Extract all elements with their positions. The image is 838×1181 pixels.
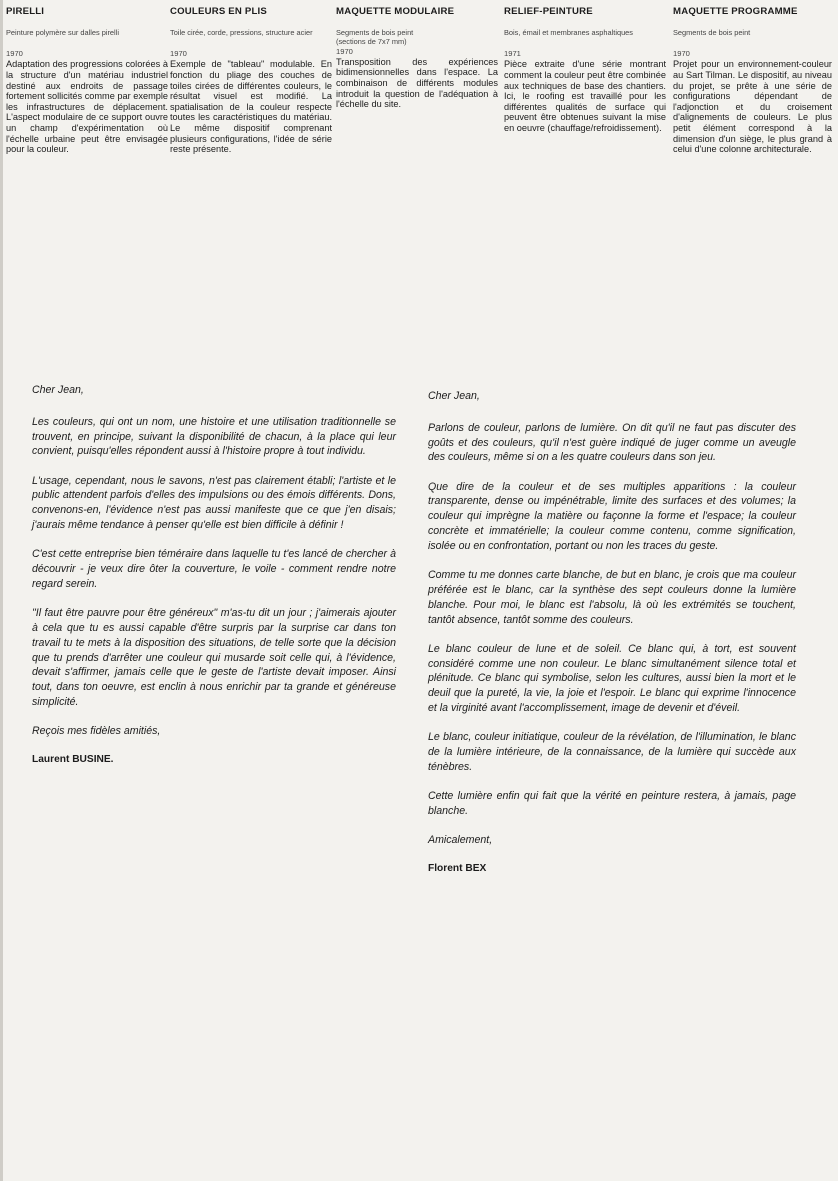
work-material: Toile cirée, corde, pressions, structure acier: [170, 28, 313, 37]
work-caption-pirelli: [6, 6, 168, 155]
letter-paragraph: Le blanc couleur de lune et de soleil. Ce blanc qui, à tort, est souvent considéré comme une non couleur. Le blanc simultanément silence total et plénitude. Ce blanc qui symbolise, selon les cultures, aussi bien la mort et le deuil que la pureté, la vie, la joie et l'espoir. Le blanc qui exprime l'innocence et la virginité avant l'accomplissement, image de devenir et d'éveil.: [428, 642, 796, 715]
letter-paragraph: "Il faut être pauvre pour être généreux" m'as-tu dit un jour ; j'aimerais ajouter à cela que tu es aussi capable d'être surpris par la surprise car dans ton travail tu te mets à la disposition des situations, de telle sorte que la décision que tu prends d'arrêter une couleur qui musarde soit celle qui, à l'évidence, devait s'affirmer, jamais celle que le geste de l'artiste devait imposer. Ainsi tout, dans ton oeuvre, est enclin à nous enrichir par ta grande et généreuse simplicité.: [32, 607, 396, 709]
letter-paragraph: Les couleurs, qui ont un nom, une histoire et une utilisation traditionnelle se trouvent, en principe, suivant la disponibilité de chacun, à la place qui leur convient, puisqu'elles répondent aussi à l'histoire propre à tout individu.: [32, 415, 396, 458]
work-description: Adaptation des progressions colorées à la structure d'un matériau industriel destiné aux endroits de passage fortement sollicités comme par exemple les infrastructures de déplacement. L'aspect modulaire de ce support ouvre un champ d'expérimentation où l'échelle urbaine peut être envisagée pour la couleur.: [6, 59, 168, 155]
page-edge: [0, 0, 3, 1181]
letter-closing: Reçois mes fidèles amitiés,: [32, 725, 161, 738]
letter-bex: [428, 389, 796, 877]
work-year: 1970: [336, 46, 353, 56]
work-title: COULEURS EN PLIS: [170, 6, 268, 17]
work-material: Segments de bois peint: [336, 28, 414, 37]
letter-salutation: Cher Jean,: [32, 384, 84, 396]
work-material: Peinture polymère sur dalles pirelli: [6, 28, 119, 37]
letter-paragraph: Le blanc, couleur initiatique, couleur de la révélation, de l'illumination, le blanc de la lumière intérieure, de la connaissance, de la lumière qui succède aux ténèbres.: [428, 731, 796, 773]
work-caption-maquette-modulaire: [336, 6, 498, 110]
letter-paragraph: L'usage, cependant, nous le savons, n'est pas clairement établi; l'artiste et le public attendent parfois d'elles des impulsions ou des émois différents. Dons, convenons-en, l'évidence n'est pas aussi manifeste que ce que j'en disais; j'aurais même tendance à penser qu'elle est bien difficile à définir !: [32, 474, 396, 532]
work-material: Segments de bois peint: [673, 28, 751, 37]
work-year: 1970: [170, 49, 187, 59]
work-title: RELIEF-PEINTURE: [504, 6, 593, 17]
letter-paragraph: Parlons de couleur, parlons de lumière. On dit qu'il ne faut pas discuter des goûts et des couleurs, qu'il n'est guère indiqué de juger comme un aveugle des couleurs, même si on a les quatre couleurs dans son jeu.: [428, 421, 796, 464]
letter-signature: Laurent BUSINE.: [32, 754, 114, 766]
work-title: MAQUETTE PROGRAMME: [673, 6, 798, 17]
work-material: Bois, émail et membranes asphaltiques: [504, 28, 633, 37]
work-title: MAQUETTE MODULAIRE: [336, 6, 455, 17]
letter-signature: Florent BEX: [428, 863, 487, 875]
letter-paragraph: C'est cette entreprise bien téméraire dans laquelle tu t'es lancé de chercher à découvrir - je veux dire ôter la couverture, le voile - comment rendre notre regard serein.: [32, 548, 396, 590]
work-year: 1970: [673, 49, 690, 59]
work-caption-relief-peinture: [504, 6, 666, 134]
letter-closing: Amicalement,: [428, 834, 493, 847]
work-description: Exemple de "tableau" modulable. En fonction du pliage des couches de toiles cirées de différentes couleurs, le résultat visuel est modifié. La spatialisation de la couleur respecte toutes les caractéristiques du matériau. Le même dispositif comprenant plusieurs configurations, l'idée de série reste présente.: [170, 59, 332, 155]
work-description: Pièce extraite d'une série montrant comment la couleur peut être combinée aux techniques de base des chantiers. Ici, le roofing est travaillé pour les différentes qualités de surface qui peuvent être obtenues suivant la mise en oeuvre (chauffage/refroidissement).: [504, 59, 666, 133]
work-year: 1970: [6, 49, 23, 59]
letter-paragraph: Cette lumière enfin qui fait que la vérité en peinture restera, à jamais, page blanche.: [428, 790, 796, 818]
letter-paragraph: Que dire de la couleur et de ses multiples apparitions : la couleur transparente, dense ou impénétrable, limite des surfaces et des volumes; la couleur qui imprègne la matière ou façonne la forme et l'espace; la couleur concrète et immatérielle; la couleur comme contenu, comme signification, isolée ou en confrontation, portant ou non les traces du geste.: [428, 480, 796, 552]
work-material-detail: (sections de 7x7 mm): [336, 37, 407, 47]
work-description: Projet pour un environnement-couleur au Sart Tilman. Le dispositif, au niveau du projet, se prête à une série de configurations dépendant de l'adjonction et du croisement d'alignements de couleurs. Le plus petit élément correspond à la dimension d'un siège, le plus grand à celui d'une colonne architecturale.: [673, 59, 832, 155]
work-title: PIRELLI: [6, 6, 45, 17]
letter-busine: [32, 383, 396, 768]
work-description: Transposition des expériences bidimensionnelles dans l'espace. La combinaison de différents modules introduit la question de l'adéquation à l'échelle du site.: [336, 56, 498, 110]
works-captions: [6, 6, 832, 186]
work-caption-couleurs-en-plis: [170, 6, 332, 155]
letter-salutation: Cher Jean,: [428, 390, 480, 402]
work-caption-maquette-programme: [673, 6, 832, 155]
work-year: 1971: [504, 49, 521, 59]
letter-paragraph: Comme tu me donnes carte blanche, de but en blanc, je crois que ma couleur préférée est le blanc, car la synthèse des sept couleurs donne la lumière blanche. Pour moi, le blanc est l'absolu, là où les extrémités se touchent, tantôt absence, tantôt somme des couleurs.: [428, 569, 796, 626]
